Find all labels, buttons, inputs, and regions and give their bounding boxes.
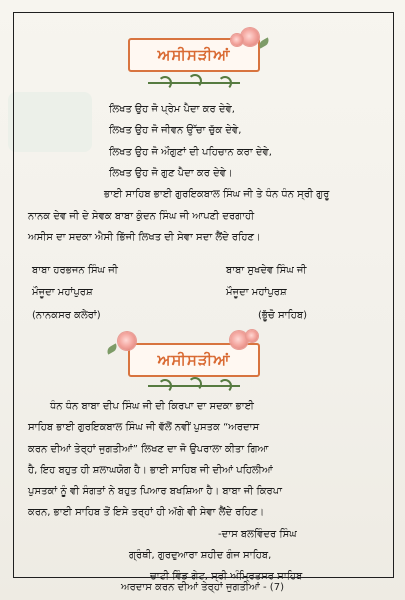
signatory-left-title: ਮੌਜੂਦਾ ਮਹਾਂਪੁਰਸ਼	[32, 287, 93, 298]
signatory-left-name: ਬਾਬਾ ਹਰਭਜਨ ਸਿੰਘ ਜੀ	[32, 265, 118, 276]
signatory-right-name: ਬਾਬਾ ਸੁਖਦੇਵ ਸਿੰਘ ਜੀ	[226, 265, 307, 276]
signatory-right-place: (ਭੂੱਚੋ ਸਾਹਿਬ)	[258, 310, 307, 321]
vine-ornament	[148, 76, 240, 88]
page-footer: ਅਰਦਾਸ ਕਰਨ ਦੀਆਂ ਤੇਰ੍ਹਾਂ ਜੁਗਤੀਆਂ - (7)	[121, 582, 284, 593]
poem-line: ਲਿਖਤ ਉਹ ਜੋ ਔਗੁਣਾਂ ਦੀ ਪਹਿਚਾਨ ਕਰਾ ਦੇਵੇ,	[109, 147, 272, 158]
paragraph-line: ਕਰਨ, ਭਾਈ ਸਾਹਿਬ ਤੋਂ ਇਸੇ ਤਰ੍ਹਾਂ ਹੀ ਅੱਗੇ ਵੀ ਸੇਵਾ ਲੈਂਦੇ ਰਹਿਣ।	[28, 507, 265, 518]
signature-role: ਗ੍ਰੰਥੀ, ਗੁਰਦੁਆਰਾ ਸ਼ਹੀਦ ਗੰਜ ਸਾਹਿਬ,	[129, 550, 272, 561]
vine-ornament	[148, 379, 240, 391]
poem-line: ਲਿਖਤ ਉਹ ਜੋ ਜੀਵਨ ਉੱਚਾ ਚੁੱਕ ਦੇਵੇ,	[109, 125, 242, 136]
paragraph-line: ਧੰਨ ਧੰਨ ਬਾਬਾ ਦੀਪ ਸਿੰਘ ਜੀ ਦੀ ਕਿਰਪਾ ਦਾ ਸਦਕਾ ਭਾਈ	[50, 401, 254, 412]
signatory-right-title: ਮੌਜੂਦਾ ਮਹਾਂਪੁਰਸ਼	[226, 287, 287, 298]
poem-line: ਲਿਖਤ ਉਹ ਜੋ ਪ੍ਰੇਮ ਪੈਦਾ ਕਰ ਦੇਵੇ,	[109, 104, 235, 115]
signature-name: -ਦਾਸ ਬਲਵਿੰਦਰ ਸਿੰਘ	[218, 529, 297, 540]
paragraph-line: ਨਾਨਕ ਦੇਵ ਜੀ ਦੇ ਸੇਵਕ ਬਾਬਾ ਕੁੰਦਨ ਸਿੰਘ ਜੀ ਆਪਣੀ ਦਰਗਾਹੀ	[28, 211, 255, 222]
poem-line: ਲਿਖਤ ਉਹ ਜੋ ਗੁਣ ਪੈਦਾ ਕਰ ਦੇਵੇ।	[109, 168, 233, 179]
paragraph-line: ਪੁਸਤਕਾਂ ਨੂੰ ਵੀ ਸੰਗਤਾਂ ਨੇ ਬਹੁਤ ਪਿਆਰ ਬਖਸ਼ਿਆ ਹੈ। ਬਾਬਾ ਜੀ ਕਿਰਪਾ	[28, 486, 283, 497]
flower-icon	[118, 332, 136, 350]
paragraph-line: ਅਸੀਸ ਦਾ ਸਦਕਾ ਐਸੀ ਭਿੱਜੀ ਲਿਖਤ ਦੀ ਸੇਵਾ ਸਦਾ ਲੈਂਦੇ ਰਹਿਣ।	[28, 232, 261, 243]
section1-banner-title: ਅਸੀਸੜੀਆਂ	[157, 46, 231, 64]
flower-icon	[241, 28, 259, 46]
flower-icon	[231, 34, 243, 46]
paragraph-line: ਭਾਈ ਸਾਹਿਬ ਭਾਈ ਗੁਰਇਕਬਾਲ ਸਿੰਘ ਜੀ ਤੇ ਧੰਨ ਧੰਨ ਸ੍ਰੀ ਗੁਰੂ	[104, 189, 330, 200]
paragraph-line: ਹੈ, ਇਹ ਬਹੁਤ ਹੀ ਸ਼ਲਾਘਯੋਗ ਹੈ। ਭਾਈ ਸਾਹਿਬ ਜੀ ਦੀਆਂ ਪਹਿਲੀਆਂ	[28, 465, 273, 476]
flower-icon	[246, 330, 258, 342]
paragraph-line: ਕਰਨ ਦੀਆਂ ਤੇਰ੍ਹਾਂ ਜੁਗਤੀਆਂ” ਲਿਖਣ ਦਾ ਜੋ ਉਪਰਾਲਾ ਕੀਤਾ ਗਿਆ	[28, 444, 269, 455]
footer-rule	[13, 577, 392, 579]
section2-banner-title: ਅਸੀਸੜੀਆਂ	[157, 351, 231, 369]
paragraph-line: ਸਾਹਿਬ ਭਾਈ ਗੁਰਇਕਬਾਲ ਸਿੰਘ ਜੀ ਵੱਲੋਂ ਨਵੀਂ ਪੁਸਤਕ “ਅਰਦਾਸ	[28, 422, 260, 433]
signatory-left-place: (ਨਾਨਕਸਰ ਕਲੇਰਾਂ)	[32, 310, 101, 321]
